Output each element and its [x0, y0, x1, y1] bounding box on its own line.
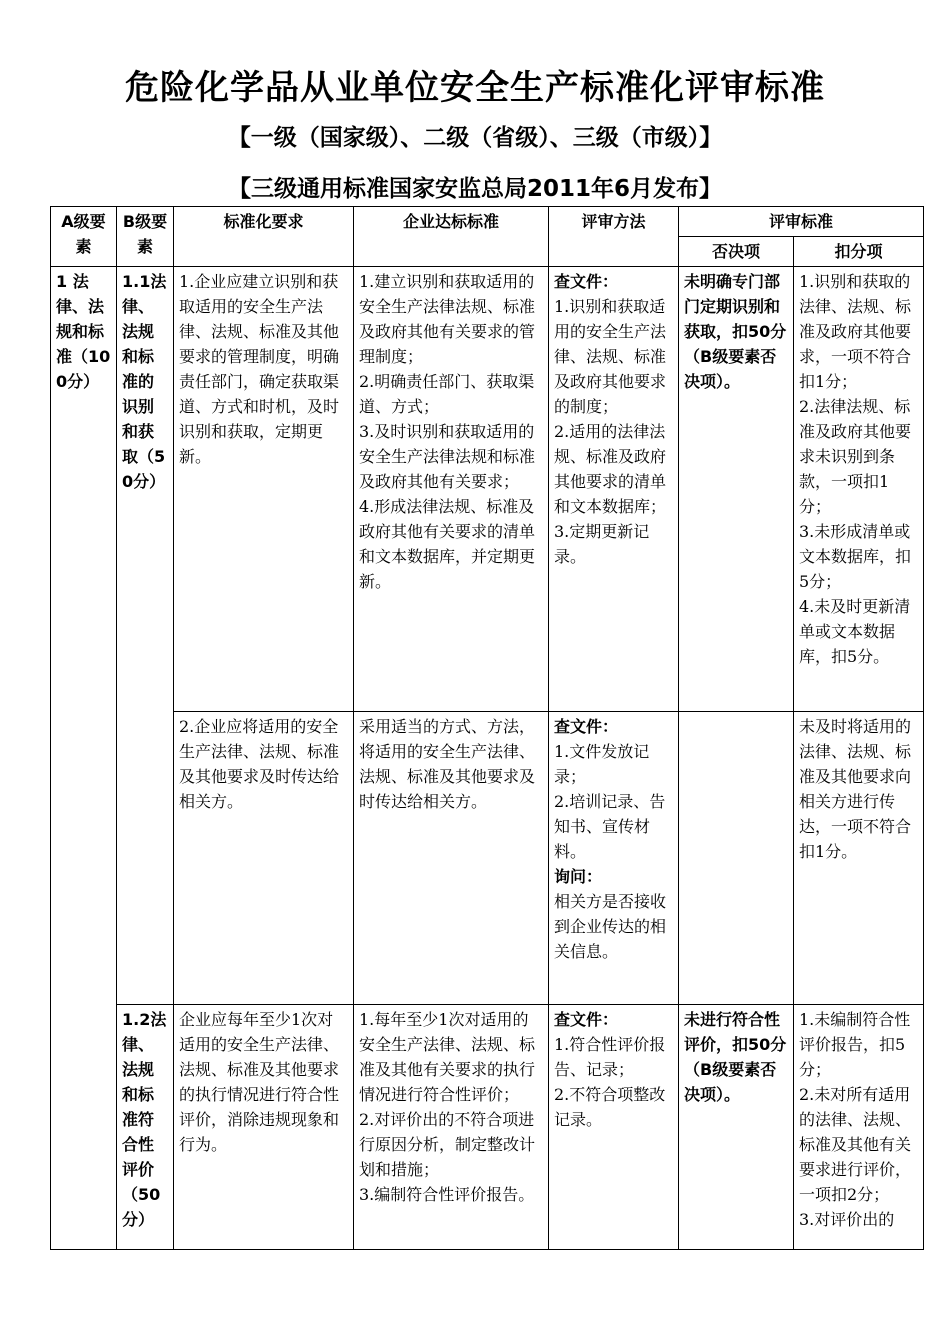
b-element-cell: 1.1法律、法规和标准的识别和获取（50分）: [117, 267, 174, 1005]
header-review-standard: 评审标准: [679, 207, 924, 237]
requirement-cell: 企业应每年至少1次对适用的安全生产法律、法规、标准及其他要求的执行情况进行符合性评价，消除违规现象和行为。: [174, 1005, 354, 1250]
veto-cell: 未进行符合性评价，扣50分（B级要素否决项）。: [679, 1005, 794, 1250]
method-item: 1.文件发放记录；: [554, 742, 650, 786]
header-a-element: A级要素: [51, 207, 117, 267]
standard-item: 3.及时识别和获取适用的安全生产法律法规和标准及政府其他有关要求；: [359, 422, 536, 491]
deduction-item: 2.法律法规、标准及政府其他要求未识别到条款，一项扣1分；: [799, 397, 912, 516]
method-item: 2.培训记录、告知书、宣传材料。: [554, 792, 666, 861]
method-item: 2.适用的法律法规、标准及政府其他要求的清单和文本数据库；: [554, 422, 667, 516]
requirement-cell: 1.企业应建立识别和获取适用的安全生产法律、法规、标准及其他要求的管理制度，明确责任部门，确定获取渠道、方式和时机，及时识别和获取，定期更新。: [174, 267, 354, 712]
deduction-item: 1.识别和获取的法律、法规、标准及政府其他要求，一项不符合扣1分；: [799, 272, 912, 391]
method-heading: 查文件：: [554, 1010, 619, 1029]
method-heading: 查文件：: [554, 717, 619, 736]
deduction-cell: 未及时将适用的法律、法规、标准及其他要求向相关方进行传达，一项不符合扣1分。: [794, 712, 924, 1005]
standard-item: 2.明确责任部门、获取渠道、方式；: [359, 372, 535, 416]
method-item: 3.定期更新记录。: [554, 522, 650, 566]
document-subtitle-levels: 【一级（国家级）、二级（省级）、三级（市级）】: [227, 125, 723, 151]
table-row: [51, 712, 924, 1005]
header-company-standard: 企业达标标准: [354, 207, 549, 267]
deduction-cell: [794, 1005, 924, 1250]
method-item: 相关方是否接收到企业传达的相关信息。: [554, 892, 667, 961]
standard-item: 1.建立识别和获取适用的安全生产法律法规、标准及政府其他有关要求的管理制度；: [359, 272, 536, 366]
document-title: 危险化学品从业单位安全生产标准化评审标准: [125, 68, 825, 108]
method-heading: 询问：: [554, 867, 603, 886]
veto-cell: 未明确专门部门定期识别和获取，扣50分（B级要素否决项）。: [679, 267, 794, 712]
standard-cell: [354, 267, 549, 712]
a-element-cell: 1 法律、法规和标准（100分）: [51, 267, 117, 1250]
standard-item: 1.每年至少1次对适用的安全生产法律、法规、标准及其他有关要求的执行情况进行符合性评价；: [359, 1010, 536, 1104]
header-deduction: 扣分项: [794, 237, 924, 267]
standard-cell: 采用适当的方式、方法，将适用的安全生产法律、法规、标准及其他要求及时传达给相关方。: [354, 712, 549, 1005]
standard-cell: [354, 1005, 549, 1250]
document-subtitle-publication: 【三级通用标准国家安监总局2011年6月发布】: [227, 176, 723, 202]
deduction-item: 1.未编制符合性评价报告，扣5分；: [799, 1010, 911, 1079]
method-item: 1.识别和获取适用的安全生产法律、法规、标准及政府其他要求的制度；: [554, 297, 667, 416]
b-element-cell: 1.2法律、法规和标准符合性评价（50分）: [117, 1005, 174, 1250]
method-heading: 查文件：: [554, 272, 619, 291]
method-cell: [549, 1005, 679, 1250]
header-requirement: 标准化要求: [174, 207, 354, 267]
method-item: 2.不符合项整改记录。: [554, 1085, 666, 1129]
deduction-item: 2.未对所有适用的法律、法规、标准及其他有关要求进行评价，一项扣2分；: [799, 1085, 912, 1204]
deduction-cell: [794, 267, 924, 712]
veto-cell: [679, 712, 794, 1005]
header-review-method: 评审方法: [549, 207, 679, 267]
deduction-item: 4.未及时更新清单或文本数据库，扣5分。: [799, 597, 911, 666]
method-cell: [549, 712, 679, 1005]
header-b-element: B级要素: [117, 207, 174, 267]
table-row: [51, 267, 924, 712]
requirement-cell: 2.企业应将适用的安全生产法律、法规、标准及其他要求及时传达给相关方。: [174, 712, 354, 1005]
deduction-item: 3.对评价出的: [799, 1210, 895, 1229]
header-veto: 否决项: [679, 237, 794, 267]
table-row: [51, 1005, 924, 1250]
standard-item: 3.编制符合性评价报告。: [359, 1185, 535, 1204]
method-cell: [549, 267, 679, 712]
method-item: 1.符合性评价报告、记录；: [554, 1035, 666, 1079]
deduction-item: 3.未形成清单或文本数据库，扣5分；: [799, 522, 912, 591]
standard-item: 2.对评价出的不符合项进行原因分析，制定整改计划和措施；: [359, 1110, 536, 1179]
review-standard-table: [50, 206, 924, 1250]
standard-item: 4.形成法律法规、标准及政府其他有关要求的清单和文本数据库，并定期更新。: [359, 497, 536, 591]
